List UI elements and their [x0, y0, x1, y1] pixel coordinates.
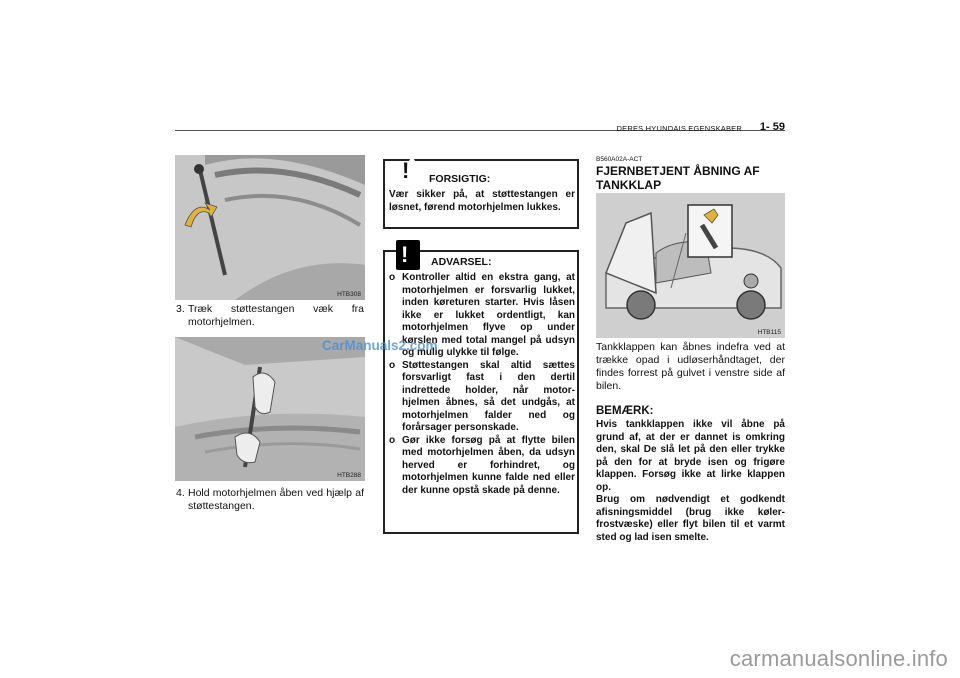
- note-paragraph: Brug om nødvendigt et godkendt afisningsmiddel (brug ikke køler-frostvæske) eller flyt bilen til et varmt sted og lad isen smelte.: [596, 494, 785, 543]
- warning-item-text: Kontroller altid en ekstra gang, at motorhjelmen er forsvarlig lukket, inden køreturen starter. Hvis låsen ikke er lukket ordentligt, kan motorhjelmen flyve op under kørslen med total mangel på udsyn og mulig ulykke til følge.: [402, 272, 575, 358]
- watermark: CarManuals2.com: [322, 338, 438, 353]
- warning-list: [389, 272, 575, 497]
- figure-label: HTB115: [757, 329, 781, 336]
- warning-exclamation-icon: !: [401, 242, 409, 267]
- warning-item-text: Gør ikke forsøg på at flytte bilen med motorhjelmen åben, da udsyn herved er forhindret, og motorhjelmen kunne falde ned eller der kunne opstå skade på denne.: [402, 434, 575, 496]
- caution-title: FORSIGTIG:: [429, 173, 491, 185]
- fuel-door-illustration: [596, 193, 785, 338]
- step-text: Hold motorhjelmen åben ved hjælp af støttestangen.: [188, 487, 364, 512]
- caution-body: Vær sikker på, at støttestangen er løsnet, førend motorhjelmen lukkes.: [389, 189, 575, 213]
- note-title: BEMÆRK:: [596, 405, 654, 417]
- step-text: Træk støttestangen væk fra motorhjelmen.: [188, 303, 364, 328]
- bullet: o: [389, 434, 396, 446]
- warning-item: [389, 435, 575, 498]
- warning-item: [389, 360, 575, 435]
- figure-fuel-door: [596, 193, 785, 338]
- page-number: 1- 59: [759, 121, 785, 133]
- note-paragraph: Hvis tankklappen ikke vil åbne på grund af, at der er dannet is omkring den, skal De slå let på den eller trykke på den for at bryde isen og frigøre klappen. Forsøg ikke at lirke klappen op.: [596, 419, 785, 493]
- bullet: o: [389, 359, 396, 371]
- header-section-title: DERES HYUNDAIS EGENSKABER: [616, 124, 742, 133]
- warning-item-text: Støttestangen skal altid sættes forsvarligt fast i den dertil indrettede holder, når motor-hjelmen åbnes, så det undgås, at motorhjelmen falder ned og forårsager personskade.: [402, 359, 575, 433]
- section-code: B560A02A-ACT: [596, 156, 643, 163]
- caution-exclamation-icon: !: [402, 158, 410, 183]
- caution-box: [383, 159, 579, 229]
- bullet: o: [389, 272, 396, 283]
- hood-open-illustration: [175, 337, 365, 481]
- figure-label: HTB308: [337, 291, 361, 298]
- warning-box: [383, 242, 579, 534]
- figure-label: HTB288: [337, 472, 361, 479]
- hood-prop-illustration: [175, 155, 365, 300]
- warning-title: ADVARSEL:: [431, 256, 492, 268]
- note-body: [596, 419, 785, 544]
- section-title-line: FJERNBETJENT ÅBNING AF: [596, 164, 760, 178]
- section-title-line: TANKKLAP: [596, 178, 662, 192]
- figure-hood-prop-rod: [175, 155, 365, 300]
- step-number: 4.: [176, 487, 185, 499]
- step-4: [176, 487, 364, 513]
- section-title: [596, 164, 786, 192]
- fuel-door-paragraph: Tankklappen kan åbnes indefra ved at trække opad i udløserhåndtaget, der findes forrest på gulvet i venstre side af bilen.: [596, 341, 785, 392]
- step-3: [176, 303, 364, 329]
- footer-site: carmanualsonline.info: [729, 646, 948, 671]
- caution-triangle-icon: [395, 155, 429, 183]
- figure-hood-open: [175, 337, 365, 481]
- step-number: 3.: [176, 303, 185, 315]
